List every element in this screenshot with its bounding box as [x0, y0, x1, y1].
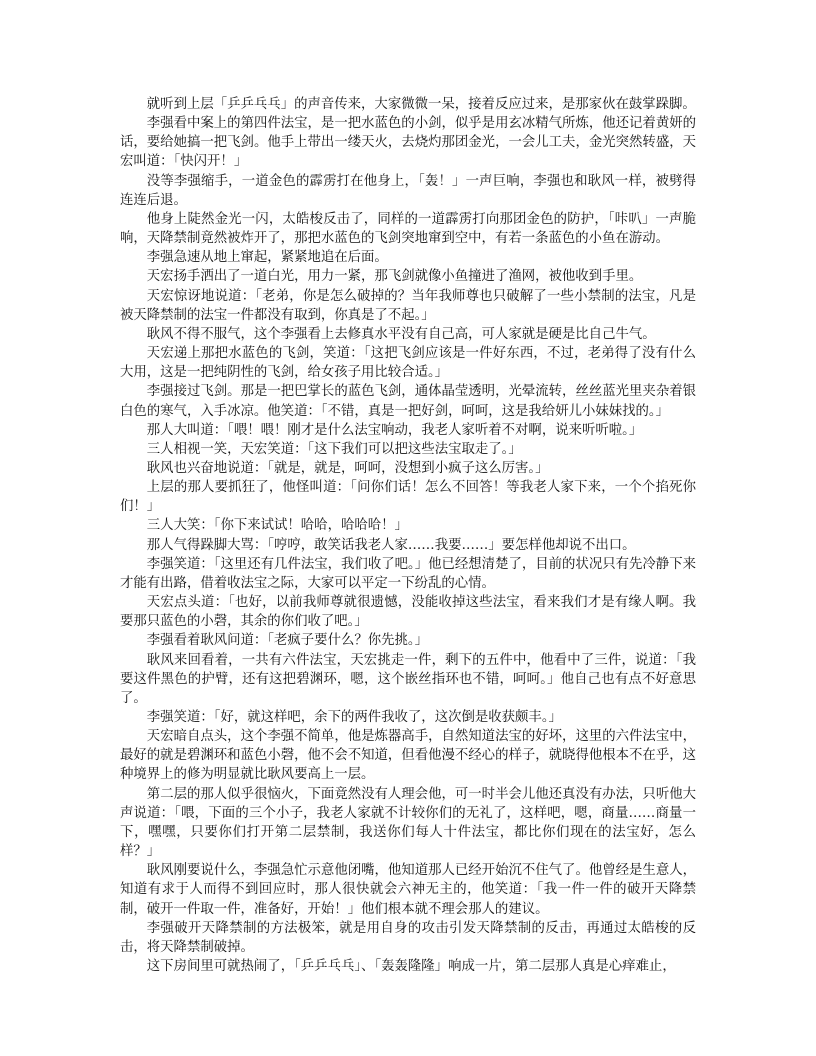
- paragraph: 上层的那人要抓狂了，他怪叫道：「问你们话！怎么不回答！等我老人家下来，一个个掐死你们！」: [120, 480, 696, 515]
- paragraph: 那人气得跺脚大骂：「哼哼，敢笑话我老人家……我要……」要怎样他却说不出口。: [146, 537, 636, 553]
- paragraph: 李强急速从地上窜起，紧紧地追在后面。: [146, 250, 388, 266]
- document-page: [120, 95, 696, 976]
- paragraph: 耿风不得不服气，这个李强看上去修真水平没有自己高，可人家就是硬是比自己牛气。: [146, 326, 656, 342]
- paragraph: 李强笑道：「这里还有几件法宝，我们收了吧。」他已经想清楚了，目前的状况只有先冷静下来才能有出路，借着收法宝之际，大家可以平定一下纷乱的心情。: [120, 556, 696, 591]
- paragraph: 李强看着耿风问道：「老疯子要什么？你先挑。」: [146, 633, 428, 649]
- paragraph: 没等李强缩手，一道金色的霹雳打在他身上，「轰！」一声巨响，李强也和耿风一样，被劈得连连后退。: [120, 173, 696, 208]
- paragraph: 他身上陡然金光一闪，太皓梭反击了，同样的一道霹雳打向那团金色的防护，「咔叭」一声脆响，天降禁制竟然被炸开了，那把水蓝色的飞剑突地窜到空中，有若一条蓝色的小鱼在游动。: [120, 211, 696, 247]
- paragraph: 天宏递上那把水蓝色的飞剑，笑道：「这把飞剑应该是一件好东西，不过，老弟得了没有什么大用，这是一把纯阴性的飞剑，给女孩子用比较合适。」: [120, 346, 696, 381]
- paragraph: 那人大叫道：「喂！喂！刚才是什么法宝响动，我老人家听着不对啊，说来听听啦。」: [146, 422, 643, 438]
- paragraph: 天宏扬手洒出了一道白光，用力一紧，那飞剑就像小鱼撞进了渔网，被他收到手里。: [146, 269, 643, 285]
- paragraph: 天宏点头道：「也好，以前我师尊就很遗憾，没能收掉这些法宝，看来我们才是有缘人啊。我要那只蓝色的小磬，其余的你们收了吧。」: [120, 595, 696, 630]
- paragraph: 三人相视一笑，天宏笑道：「这下我们可以把这些法宝取走了。」: [146, 441, 522, 457]
- paragraph: 这下房间里可就热闹了，「乒乒乓乓」、「轰轰隆隆」响成一片，第二层那人真是心痒难止，: [146, 959, 676, 975]
- paragraph: 李强破开天降禁制的方法极笨，就是用自身的攻击引发天降禁制的反击，再通过太皓梭的反击，将天降禁制破掉。: [120, 920, 696, 955]
- paragraph: 三人大笑：「你下来试试！哈哈，哈哈哈！」: [146, 518, 408, 534]
- paragraph: 李强笑道：「好，就这样吧，余下的两件我收了，这次倒是收获颇丰。」: [146, 710, 562, 725]
- paragraph: 耿风来回看着，一共有六件法宝，天宏挑走一件，剩下的五件中，他看中了三件，说道：「我要这件黑色的护臂，还有这把碧渊环，嗯，这个嵌丝指环也不错，呵呵。」他自己也有点不好意思了。: [120, 652, 696, 706]
- paragraph: 天宏惊讶地说道：「老弟，你是怎么破掉的？当年我师尊也只破解了一些小禁制的法宝，凡是被天降禁制的法宝一件都没有取到，你真是了不起。」: [120, 288, 696, 323]
- paragraph: 就听到上层「乒乒乓乓」的声音传来，大家微微一呆，接着反应过来，是那家伙在鼓掌跺脚。: [146, 97, 696, 112]
- paragraph: 耿风也兴奋地说道：「就是，就是，呵呵，没想到小疯子这么厉害。」: [146, 460, 549, 476]
- paragraph: 第二层的那人似乎很恼火，下面竟然没有人理会他，可一时半会儿他还真没有办法，只听他大声说道：「喂，下面的三个小子，我老人家就不计较你们的无礼了，这样吧，嗯，商量……商量一下，嘿嘿，只要你们打开第二层禁制，我送你们每人十件法宝，都比你们现在的法宝好，怎么样？」: [120, 786, 696, 860]
- paragraph: 天宏暗自点头，这个李强不简单，他是炼器高手，自然知道法宝的好坏，这里的六件法宝中，最好的就是碧渊环和蓝色小磬，他不会不知道，但看他漫不经心的样子，就晓得他根本不在乎，这种境界上的修为明显就比耿风要高上一层。: [120, 729, 696, 783]
- paragraph: 李强接过飞剑。那是一把巴掌长的蓝色飞剑，通体晶莹透明，光晕流转，丝丝蓝光里夹杂着银白色的寒气，入手冰凉。他笑道：「不错，真是一把好剑，呵呵，这是我给妍儿小妹妹找的。」: [120, 384, 696, 419]
- paragraph: 李强看中案上的第四件法宝，是一把水蓝色的小剑，似乎是用玄冰精气所炼，他还记着黄妍的话，要给她搞一把飞剑。他手上带出一缕天火，去烧灼那团金光，一会儿工夫，金光突然转盛，天宏叫道：「快闪开！」: [120, 116, 696, 170]
- paragraph: 耿风刚要说什么，李强急忙示意他闭嘴，他知道那人已经开始沉不住气了。他曾经是生意人，知道有求于人而得不到回应时，那人很快就会六神无主的，他笑道：「我一件一件的破开天降禁制，破开一件取一件，准备好，开始！」他们根本就不理会那人的建议。: [120, 863, 696, 917]
